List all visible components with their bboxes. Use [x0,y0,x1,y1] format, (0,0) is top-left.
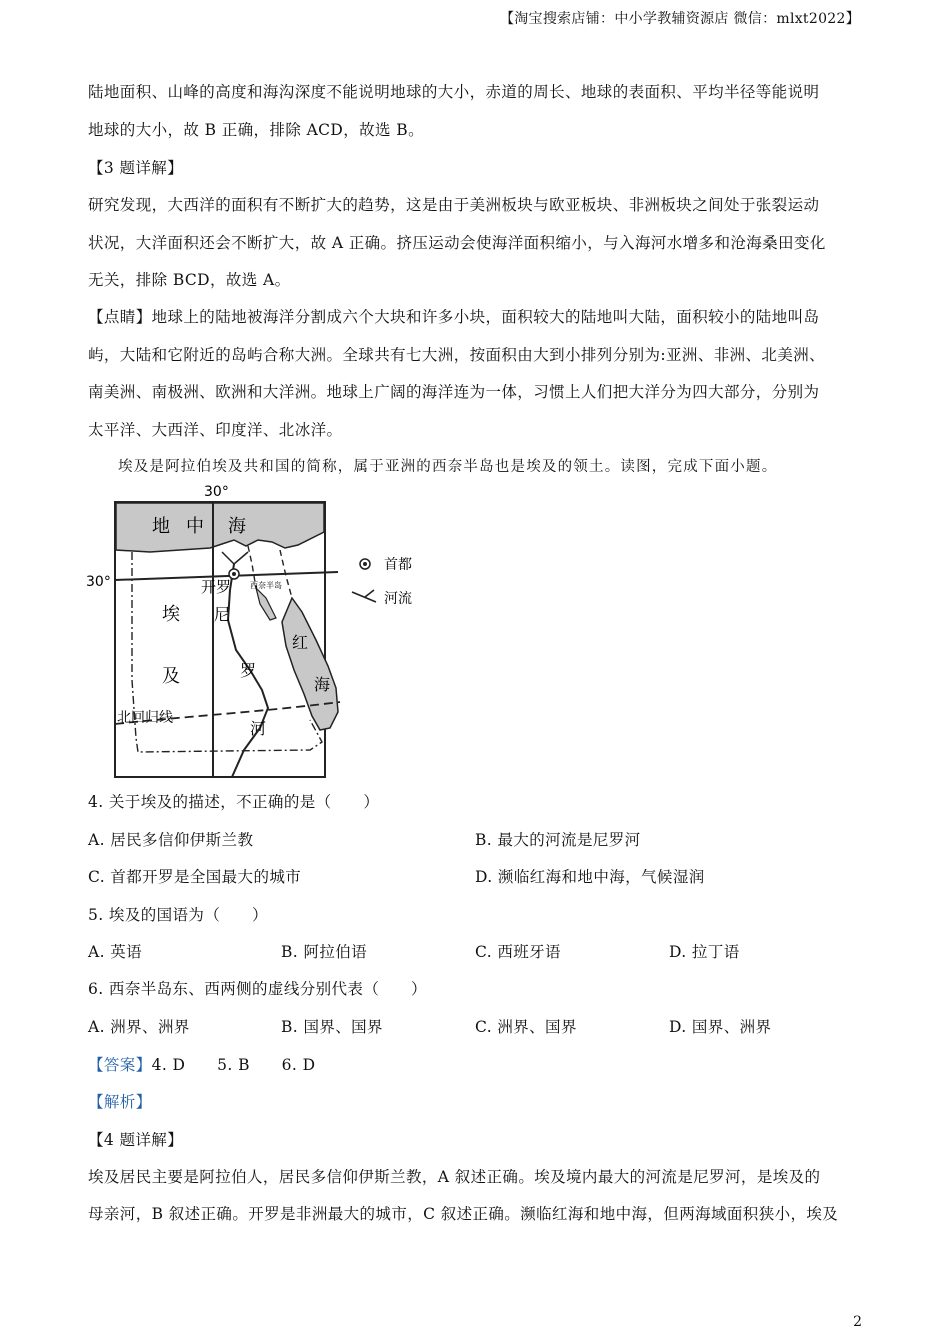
river-char2: 罗 [240,661,257,680]
q4-stem: 4. 关于埃及的描述，不正确的是（ ） [88,793,380,811]
dianjing-line1: 【点睛】地球上的陆地被海洋分割成六个大块和许多小块，面积较大的陆地叫大陆，面积较小的陆地叫岛 [88,308,820,326]
q6-option-d: D. 国界、洲界 [669,1018,772,1036]
answer-values: 4. D 5. B 6. D [151,1056,316,1074]
longitude-label: 30° [204,484,229,500]
sea-north-char1: 地 [152,516,172,537]
para1-line2: 地球的大小，故 B 正确，排除 ACD，故选 B。 [88,121,424,139]
q6-option-a: A. 洲界、洲界 [88,1018,190,1036]
sea-north-char3: 海 [228,516,246,537]
page-number: 2 [853,1314,862,1330]
q5-option-c: C. 西班牙语 [475,943,561,961]
q6-option-b: B. 国界、国界 [281,1018,383,1036]
dianjing-line3: 南美洲、南极洲、欧洲和大洋洲。地球上广阔的海洋连为一体，习惯上人们把大洋分为四大部分，分别为 [88,383,820,401]
q5-option-b: B. 阿拉伯语 [281,943,368,961]
peninsula-label: 西奈半岛 [250,581,282,590]
red-sea-char2: 海 [314,675,331,694]
q3-line1: 研究发现，大西洋的面积有不断扩大的趋势，这是由于美洲板块与欧亚板块、非洲板块之间处于张裂运动 [88,196,820,214]
answer-row [88,1053,315,1075]
q6-option-c: C. 洲界、国界 [475,1018,577,1036]
legend-river-icon [352,590,376,602]
red-sea-char1: 红 [292,633,309,652]
legend-capital-label: 首都 [384,557,412,573]
para1-line1: 陆地面积、山峰的高度和海沟深度不能说明地球的大小，赤道的周长、地球的表面积、平均半径等能说明 [88,83,820,101]
dianjing-line4: 太平洋、大西洋、印度洋、北冰洋。 [88,421,343,439]
country-char2: 及 [162,666,180,687]
tropic-label: 北回归线 [117,710,173,726]
analysis-label: 【解析】 [88,1093,152,1111]
question-intro: 埃及是阿拉伯埃及共和国的简称，属于亚洲的西奈半岛也是埃及的领土。读图，完成下面小题。 [118,459,778,475]
latitude-label: 30° [86,574,111,590]
sea-north-char2: 中 [186,516,204,537]
egypt-map [80,480,440,780]
q4-option-d: D. 濒临红海和地中海，气候湿润 [475,868,705,886]
q4-detail-title: 【4 题详解】 [88,1131,184,1149]
q5-option-a: A. 英语 [88,943,143,961]
q4-detail-line1: 埃及居民主要是阿拉伯人，居民多信仰伊斯兰教，A 叙述正确。埃及境内最大的河流是尼罗河，是埃及的 [88,1168,821,1186]
dianjing-line2: 屿，大陆和它附近的岛屿合称大洲。全球共有七大洲，按面积由大到小排列分别为:亚洲、非洲、北美洲、 [88,346,826,364]
river-char1: 尼 [214,605,231,624]
q5-option-d: D. 拉丁语 [669,943,740,961]
legend-river-label: 河流 [384,591,412,607]
q4-option-c: C. 首都开罗是全国最大的城市 [88,868,302,886]
q4-option-b: B. 最大的河流是尼罗河 [475,831,641,849]
q4-detail-line2: 母亲河，B 叙述正确。开罗是非洲最大的城市，C 叙述正确。濒临红海和地中海，但两海域面积狭小，埃及 [88,1205,839,1223]
q4-option-a: A. 居民多信仰伊斯兰教 [88,831,254,849]
q3-line2: 状况，大洋面积还会不断扩大，故 A 正确。挤压运动会使海洋面积缩小，与入海河水增多和沧海桑田变化 [88,234,826,252]
q3-title: 【3 题详解】 [88,159,184,177]
page-header: 【淘宝搜索店铺：中小学教辅资源店 微信：mlxt2022】 [499,11,860,27]
q6-stem: 6. 西奈半岛东、西两侧的虚线分别代表（ ） [88,980,427,998]
mediterranean-sea [116,503,324,552]
capital-label: 开罗 [201,578,232,596]
q3-line3: 无关，排除 BCD，故选 A。 [88,271,291,289]
country-char1: 埃 [162,604,180,625]
q5-stem: 5. 埃及的国语为（ ） [88,906,268,924]
answer-label: 【答案】 [88,1056,152,1074]
river-char3: 河 [250,719,267,738]
